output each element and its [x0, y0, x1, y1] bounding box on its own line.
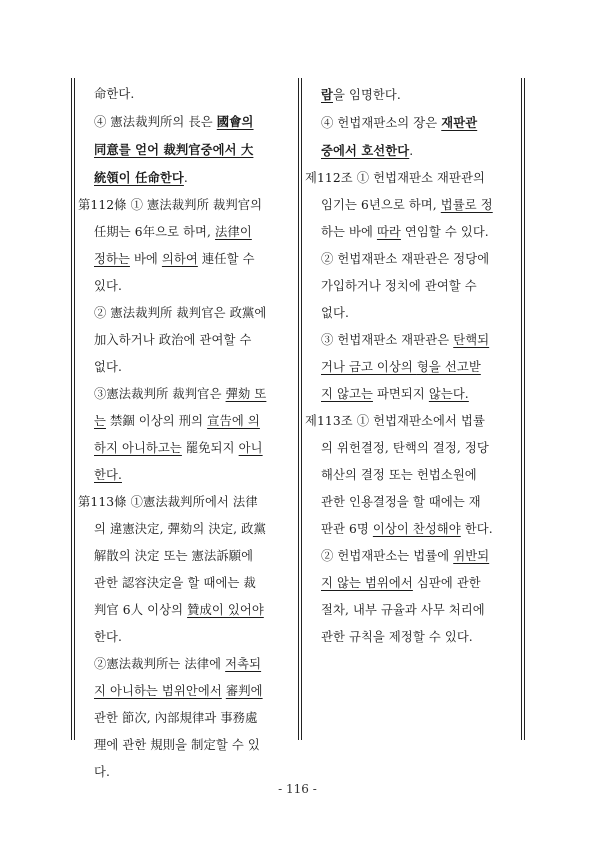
left-border-line: [71, 78, 72, 740]
text-run: ② 憲法裁判所 裁判官은 政黨에: [94, 306, 267, 320]
right-paragraph-4-line: [305, 327, 520, 354]
text-run: 第113條 ①憲法裁判所에서 法律: [78, 495, 258, 509]
text-run: 관한 認容決定을 할 때에는 裁: [94, 576, 256, 590]
text-run: 없다.: [94, 360, 122, 374]
text-run: ② 헌법재판소는 법률에: [321, 549, 454, 563]
left-paragraph-3-line: [78, 354, 296, 381]
right-paragraph-4-line: [305, 354, 520, 381]
left-paragraph-6-line: [78, 732, 296, 759]
text-run: 탄핵되: [453, 333, 490, 347]
column-divider-line: [298, 78, 299, 740]
right-paragraph-6-line: [305, 624, 520, 651]
left-paragraph-5-line: [78, 543, 296, 570]
text-run: 한다.: [460, 522, 493, 536]
left-paragraph-5-line: [78, 624, 296, 651]
text-run: ② 헌법재판소 재판관은 정당에: [321, 252, 490, 266]
text-run: 중에서 호선한다: [321, 143, 410, 158]
left-paragraph-2-line: [78, 273, 296, 300]
right-paragraph-2-line: [305, 192, 520, 219]
text-run: ③ 헌법재판소 재판관은: [321, 333, 454, 347]
text-run: 지 아니하는 범위안에서: [94, 684, 222, 698]
text-run: 아니: [238, 441, 263, 455]
right-paragraph-3-line: [305, 246, 520, 273]
text-run: 理에 관한 規則을 制定할 수 있: [94, 738, 260, 752]
right-paragraph-2-line: [305, 219, 520, 246]
text-run: 법률로 정: [440, 198, 493, 212]
text-run: 않는다.: [428, 387, 469, 401]
left-paragraph-4-line: [78, 408, 296, 435]
text-run: 連任할 수: [197, 252, 255, 266]
right-paragraph-5-line: [305, 516, 520, 543]
left-border-line-inner: [74, 78, 75, 740]
text-run: 을 선고받: [428, 360, 481, 374]
text-run: ③憲法裁判所 裁判官은: [94, 387, 226, 401]
left-paragraph-1-line: [78, 136, 296, 164]
right-paragraph-4-line: [305, 381, 520, 408]
right-paragraph-5-line: [305, 435, 520, 462]
text-run: .: [183, 171, 188, 185]
text-run: .: [409, 144, 414, 158]
left-paragraph-6-line: [78, 651, 296, 678]
old-text-column: [78, 81, 296, 786]
text-run: 하는 바에: [321, 225, 377, 239]
text-run: 는: [94, 414, 106, 428]
left-paragraph-2-line: [78, 246, 296, 273]
left-paragraph-5-line: [78, 516, 296, 543]
right-paragraph-1-line: [305, 137, 520, 165]
left-paragraph-5-line: [78, 597, 296, 624]
text-run: 加入하거나 政治에 관여할 수: [94, 333, 252, 347]
text-run: 의 위헌결정, 탄핵의 결정, 정당: [321, 441, 489, 455]
text-run: 람: [321, 87, 333, 102]
right-paragraph-5-line: [305, 462, 520, 489]
text-run: 지 않는 범위에서: [321, 576, 413, 590]
page-number: - 116 -: [278, 782, 317, 796]
text-run: 형: [416, 360, 429, 374]
text-run: 연임할 수 있다.: [400, 225, 489, 239]
right-paragraph-0-line: [305, 81, 520, 109]
text-run: 없다.: [321, 306, 349, 320]
text-run: 을 임명한다.: [332, 88, 401, 102]
text-run: 따라: [376, 225, 401, 239]
text-run: 의하여: [161, 252, 198, 266]
left-paragraph-2-line: [78, 192, 296, 219]
text-run: 禁錮 이상의 刑의: [105, 414, 208, 428]
text-run: 관한 인용결정을 할 때에는 재: [321, 495, 481, 509]
text-run: 贊成이 있어야: [187, 603, 264, 617]
text-run: 판관 6명: [321, 522, 373, 536]
text-run: 관한 節次, 內部規律과 事務處: [94, 711, 258, 725]
column-divider-line-inner: [301, 78, 302, 740]
right-paragraph-2-line: [305, 165, 520, 192]
text-run: 罷免되지: [181, 441, 239, 455]
revised-text-column: [305, 81, 520, 651]
text-run: 정하는: [94, 252, 130, 266]
text-run: 재판관: [441, 115, 478, 130]
text-run: ④ 憲法裁判所의 長은: [94, 115, 217, 129]
right-paragraph-5-line: [305, 408, 520, 435]
right-border-line: [521, 78, 522, 740]
text-run: 해산의 결정 또는 헌법소원에: [321, 468, 477, 482]
right-paragraph-6-line: [305, 597, 520, 624]
left-paragraph-5-line: [78, 489, 296, 516]
text-run: 심판에 관한: [412, 576, 481, 590]
right-paragraph-3-line: [305, 300, 520, 327]
right-paragraph-3-line: [305, 273, 520, 300]
text-run: 彈劾 또: [225, 387, 267, 401]
text-run: 절차, 내부 규율과 사무 처리에: [321, 603, 485, 617]
text-run: 파면되지: [372, 387, 429, 401]
text-run: 의 違憲決定, 彈劾의 決定, 政黨: [94, 522, 266, 536]
text-run: 한다.: [94, 468, 122, 482]
text-run: 가입하거나 정치에 관여할 수: [321, 279, 477, 293]
text-run: 바에: [129, 252, 162, 266]
text-run: 관한 규칙을 제정할 수 있다.: [321, 630, 473, 644]
right-border-line-inner: [524, 78, 525, 740]
text-run: 저촉되: [225, 657, 262, 671]
text-run: 同意를 얻어 裁判官중에서 大: [94, 142, 254, 157]
left-paragraph-3-line: [78, 300, 296, 327]
text-run: 審判에: [225, 684, 263, 698]
text-run: 지 않고는: [321, 387, 373, 401]
text-run: 다.: [94, 765, 110, 779]
text-run: 解散의 決定 또는 憲法訴願에: [94, 549, 254, 563]
left-paragraph-4-line: [78, 462, 296, 489]
text-run: ②憲法裁判所는 法律에: [94, 657, 226, 671]
text-run: 제113조 ① 헌법재판소에서 법률: [305, 414, 485, 428]
text-run: 거나 금고 이상의: [321, 360, 417, 374]
text-run: 第112條 ① 憲法裁判所 裁判官의: [78, 198, 263, 212]
right-paragraph-5-line: [305, 489, 520, 516]
text-run: 宣告에 의: [207, 414, 260, 428]
left-paragraph-3-line: [78, 327, 296, 354]
text-run: 統領이 任命한다: [94, 170, 184, 185]
left-paragraph-6-line: [78, 678, 296, 705]
left-paragraph-4-line: [78, 381, 296, 408]
text-run: ④ 헌법재판소의 장은: [321, 116, 442, 130]
left-paragraph-1-line: [78, 108, 296, 136]
right-paragraph-6-line: [305, 570, 520, 597]
text-run: 제112조 ① 헌법재판소 재판관의: [305, 171, 485, 185]
left-paragraph-2-line: [78, 219, 296, 246]
left-paragraph-0-line: [78, 81, 296, 108]
left-paragraph-1-line: [78, 164, 296, 192]
text-run: 하지 아니하고는: [94, 441, 182, 455]
left-paragraph-6-line: [78, 705, 296, 732]
text-run: 法律이: [215, 225, 252, 239]
text-run: 國會의: [216, 114, 254, 129]
text-run: 위반되: [453, 549, 490, 563]
text-run: 임기는 6년으로 하며,: [321, 198, 441, 212]
text-run: 判官 6人 이상의: [94, 603, 188, 617]
text-run: 任期는 6年으로 하며,: [94, 225, 216, 239]
text-run: 이상이 찬성해야: [372, 522, 461, 536]
left-paragraph-4-line: [78, 435, 296, 462]
text-run: 命한다.: [94, 87, 135, 101]
right-paragraph-1-line: [305, 109, 520, 137]
text-run: 있다.: [94, 279, 122, 293]
right-paragraph-6-line: [305, 543, 520, 570]
left-paragraph-5-line: [78, 570, 296, 597]
text-run: 한다.: [94, 630, 122, 644]
